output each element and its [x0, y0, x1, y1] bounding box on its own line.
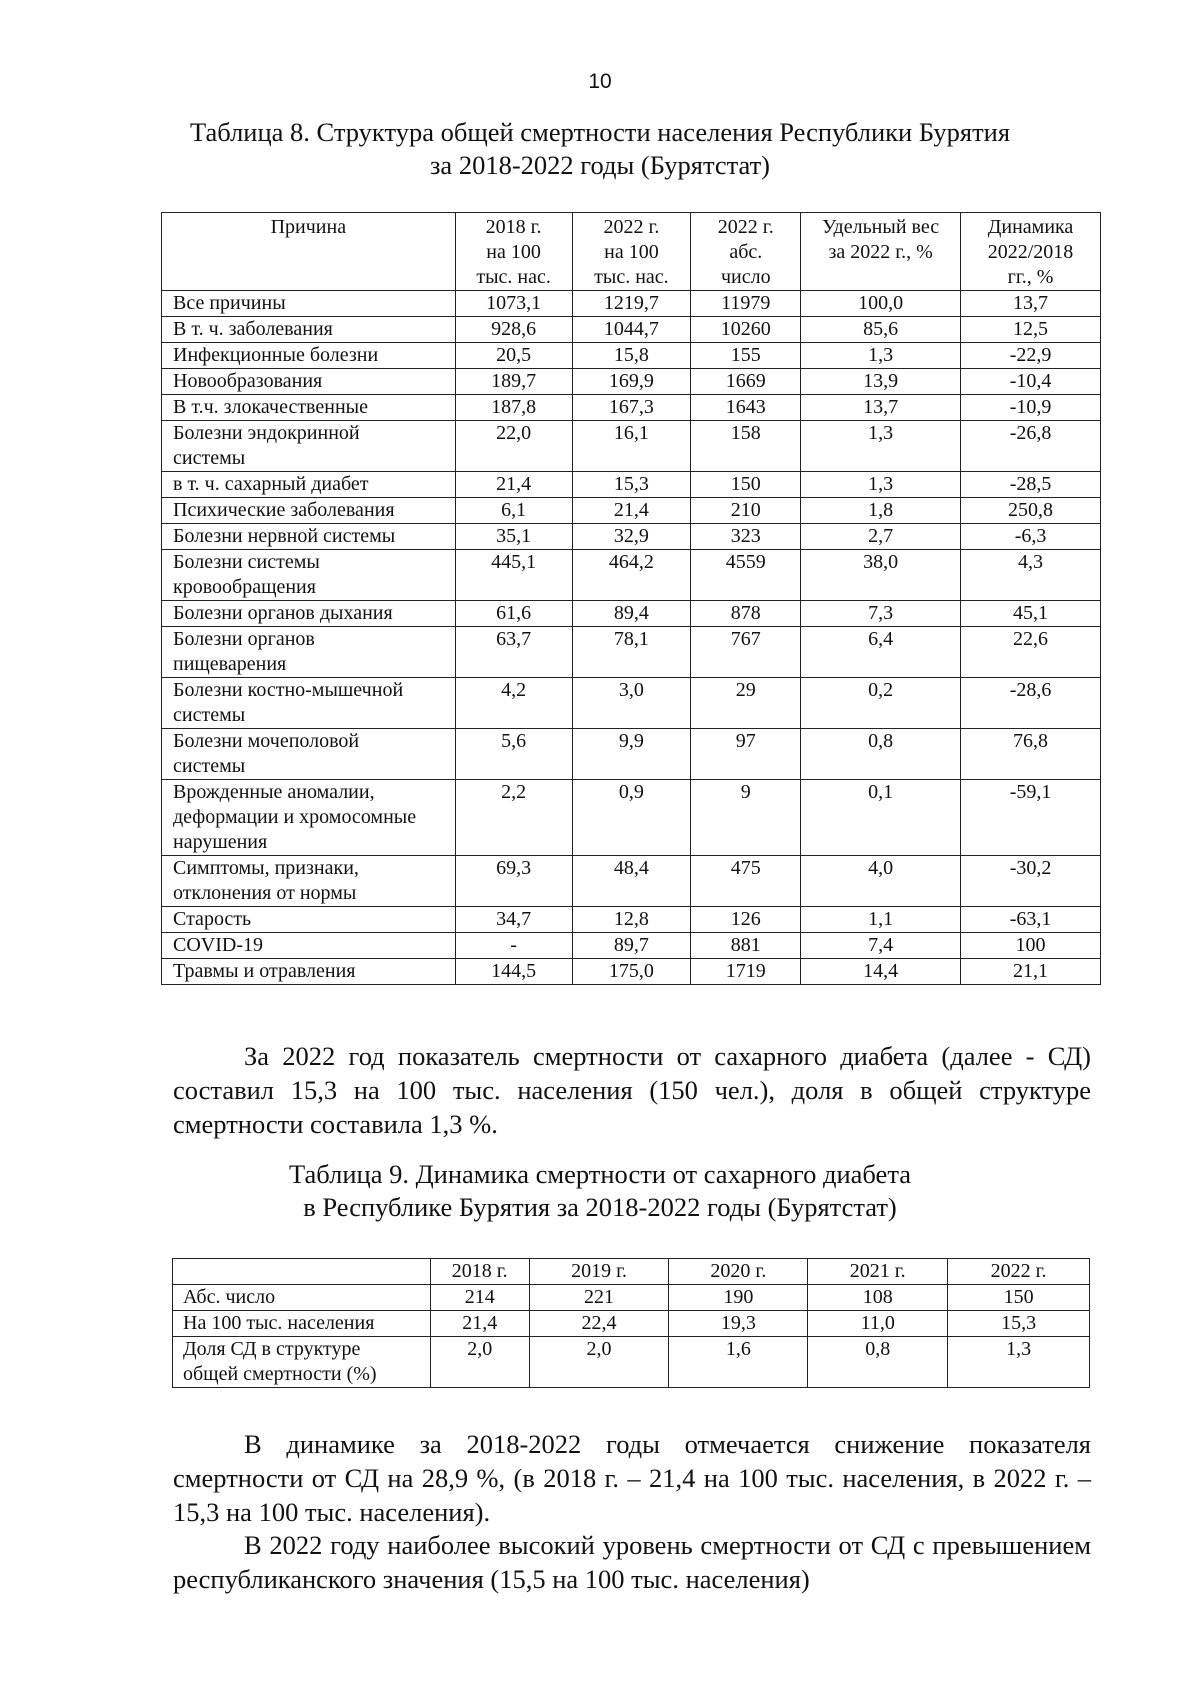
row-label: Психические заболевания [162, 498, 456, 524]
row-value: 250,8 [961, 498, 1101, 524]
row-value: 2,0 [430, 1337, 529, 1388]
row-value: 1,1 [801, 907, 961, 933]
row-value: 5,6 [455, 729, 572, 780]
table-row [162, 550, 1101, 601]
row-label: Болезни нервной системы [162, 524, 456, 550]
table9-header-2022: 2022 г. [948, 1259, 1090, 1285]
table-row [162, 395, 1101, 421]
row-value: 34,7 [455, 907, 572, 933]
row-value: 210 [691, 498, 801, 524]
row-value: 63,7 [455, 627, 572, 678]
table8-header-row [162, 213, 1101, 291]
table-row [173, 1337, 1090, 1388]
mortality-structure-table [161, 212, 1101, 985]
page-number: 10 [588, 70, 612, 93]
row-value: 6,4 [801, 627, 961, 678]
table-row [162, 369, 1101, 395]
table8-header-cause: Причина [162, 213, 456, 291]
row-value: 7,4 [801, 933, 961, 959]
table9-header-2019: 2019 г. [529, 1259, 669, 1285]
row-value: 6,1 [455, 498, 572, 524]
row-value: 150 [948, 1285, 1090, 1311]
table-row [162, 729, 1101, 780]
row-value: 144,5 [455, 959, 572, 985]
row-label: Новообразования [162, 369, 456, 395]
row-value: 21,4 [572, 498, 691, 524]
table-row [162, 856, 1101, 907]
row-value: 175,0 [572, 959, 691, 985]
row-value: 7,3 [801, 601, 961, 627]
table9-header-2021: 2021 г. [808, 1259, 948, 1285]
row-value: 89,7 [572, 933, 691, 959]
row-value: 4,2 [455, 678, 572, 729]
row-value: 155 [691, 343, 801, 369]
table-row [162, 524, 1101, 550]
row-value: 21,1 [961, 959, 1101, 985]
row-label: Старость [162, 907, 456, 933]
row-value: 1,6 [669, 1337, 808, 1388]
row-value: 4559 [691, 550, 801, 601]
row-value: 1,8 [801, 498, 961, 524]
row-value: -28,5 [961, 472, 1101, 498]
paragraph-diabetes-regions: В 2022 году наиболее высокий уровень смертности от СД с превышением республиканского значения (15,5 на 100 тыс. населения) [173, 1530, 1091, 1594]
row-value: 928,6 [455, 317, 572, 343]
row-value: 323 [691, 524, 801, 550]
diabetes-dynamics-table [172, 1258, 1090, 1388]
row-value: - [455, 933, 572, 959]
row-value: 3,0 [572, 678, 691, 729]
row-label: Травмы и отравления [162, 959, 456, 985]
row-value: -28,6 [961, 678, 1101, 729]
row-value: 29 [691, 678, 801, 729]
row-value: 32,9 [572, 524, 691, 550]
row-value: 76,8 [961, 729, 1101, 780]
row-value: 38,0 [801, 550, 961, 601]
table8-caption-line2: за 2018-2022 годы (Бурятстат) [429, 150, 771, 180]
row-label: Доля СД в структуре общей смертности (%) [173, 1337, 431, 1388]
row-value: 21,4 [455, 472, 572, 498]
table8-caption-line1: Таблица 8. Структура общей смертности населения Республики Бурятия [189, 117, 1011, 147]
row-value: 16,1 [572, 421, 691, 472]
table8-header-dynamics: Динамика 2022/2018 гг., % [961, 213, 1101, 291]
row-value: 100 [961, 933, 1101, 959]
table9-caption [0, 1158, 1200, 1224]
row-value: 89,4 [572, 601, 691, 627]
table-row [162, 472, 1101, 498]
table9-header-empty [173, 1259, 431, 1285]
row-value: 445,1 [455, 550, 572, 601]
table9-header-row [173, 1259, 1090, 1285]
row-value: 2,2 [455, 780, 572, 856]
row-value: 187,8 [455, 395, 572, 421]
row-value: 35,1 [455, 524, 572, 550]
row-label: В т.ч. злокачественные [162, 395, 456, 421]
row-value: 14,4 [801, 959, 961, 985]
table-row [162, 959, 1101, 985]
row-value: 0,9 [572, 780, 691, 856]
row-label: Врожденные аномалии, деформации и хромосомные нарушения [162, 780, 456, 856]
row-value: 214 [430, 1285, 529, 1311]
table9-header-2020: 2020 г. [669, 1259, 808, 1285]
row-value: 126 [691, 907, 801, 933]
row-value: 158 [691, 421, 801, 472]
row-value: 22,0 [455, 421, 572, 472]
row-value: 69,3 [455, 856, 572, 907]
row-value: 15,3 [572, 472, 691, 498]
row-value: 10260 [691, 317, 801, 343]
table-row [162, 291, 1101, 317]
row-value: -59,1 [961, 780, 1101, 856]
table8-caption [0, 116, 1200, 182]
row-value: 1,3 [801, 421, 961, 472]
table-row [173, 1285, 1090, 1311]
row-label: COVID-19 [162, 933, 456, 959]
row-value: 0,2 [801, 678, 961, 729]
row-label: Болезни системы кровообращения [162, 550, 456, 601]
row-value: 45,1 [961, 601, 1101, 627]
table-row [162, 498, 1101, 524]
row-value: 169,9 [572, 369, 691, 395]
row-value: 190 [669, 1285, 808, 1311]
row-label: Болезни эндокринной системы [162, 421, 456, 472]
row-value: 108 [808, 1285, 948, 1311]
table-row [162, 933, 1101, 959]
table8-header-2022-abs: 2022 г. абс. число [691, 213, 801, 291]
row-value: 20,5 [455, 343, 572, 369]
row-value: 475 [691, 856, 801, 907]
row-label: На 100 тыс. населения [173, 1311, 431, 1337]
table-row [162, 627, 1101, 678]
row-value: -22,9 [961, 343, 1101, 369]
row-value: 464,2 [572, 550, 691, 601]
table8-header-share: Удельный вес за 2022 г., % [801, 213, 961, 291]
row-label: Болезни мочеполовой системы [162, 729, 456, 780]
row-value: 2,0 [529, 1337, 669, 1388]
row-value: 11979 [691, 291, 801, 317]
row-value: 1,3 [948, 1337, 1090, 1388]
row-value: -30,2 [961, 856, 1101, 907]
row-value: 2,7 [801, 524, 961, 550]
row-value: 1073,1 [455, 291, 572, 317]
row-value: 9,9 [572, 729, 691, 780]
row-value: 97 [691, 729, 801, 780]
row-value: 100,0 [801, 291, 961, 317]
row-value: -6,3 [961, 524, 1101, 550]
table8-header-2018-rate: 2018 г. на 100 тыс. нас. [455, 213, 572, 291]
row-value: 1044,7 [572, 317, 691, 343]
row-value: 878 [691, 601, 801, 627]
row-value: 1,3 [801, 472, 961, 498]
row-value: 19,3 [669, 1311, 808, 1337]
row-value: 881 [691, 933, 801, 959]
row-value: 1,3 [801, 343, 961, 369]
row-value: 12,5 [961, 317, 1101, 343]
row-value: 15,8 [572, 343, 691, 369]
row-value: 1669 [691, 369, 801, 395]
table-row [173, 1311, 1090, 1337]
row-value: 21,4 [430, 1311, 529, 1337]
row-value: 0,8 [808, 1337, 948, 1388]
row-value: 61,6 [455, 601, 572, 627]
row-value: 1719 [691, 959, 801, 985]
row-value: 9 [691, 780, 801, 856]
row-value: 221 [529, 1285, 669, 1311]
table-row [162, 780, 1101, 856]
row-label: Болезни органов пищеварения [162, 627, 456, 678]
table-row [162, 907, 1101, 933]
row-value: 1643 [691, 395, 801, 421]
row-label: Симптомы, признаки, отклонения от нормы [162, 856, 456, 907]
row-value: 4,0 [801, 856, 961, 907]
row-label: Все причины [162, 291, 456, 317]
table-row [162, 601, 1101, 627]
row-value: 189,7 [455, 369, 572, 395]
row-label: Болезни костно-мышечной системы [162, 678, 456, 729]
row-value: 167,3 [572, 395, 691, 421]
row-value: 13,9 [801, 369, 961, 395]
row-value: 1219,7 [572, 291, 691, 317]
table-row [162, 343, 1101, 369]
row-value: -26,8 [961, 421, 1101, 472]
row-value: 13,7 [801, 395, 961, 421]
paragraph-diabetes-2022: За 2022 год показатель смертности от сахарного диабета (далее - СД) составил 15,3 на 100 тыс. населения (150 чел.), доля в общей структуре смертности составила 1,3 %. [173, 1041, 1091, 1139]
row-value: 48,4 [572, 856, 691, 907]
table9-caption-line1: Таблица 9. Динамика смертности от сахарного диабета [289, 1159, 911, 1189]
row-value: 0,1 [801, 780, 961, 856]
row-value: 4,3 [961, 550, 1101, 601]
row-value: 85,6 [801, 317, 961, 343]
table9-header-2018: 2018 г. [430, 1259, 529, 1285]
row-label: Абс. число [173, 1285, 431, 1311]
row-value: 0,8 [801, 729, 961, 780]
row-value: 11,0 [808, 1311, 948, 1337]
row-value: -10,4 [961, 369, 1101, 395]
row-label: в т. ч. сахарный диабет [162, 472, 456, 498]
row-label: Болезни органов дыхания [162, 601, 456, 627]
row-value: 78,1 [572, 627, 691, 678]
row-label: В т. ч. заболевания [162, 317, 456, 343]
row-value: 22,6 [961, 627, 1101, 678]
table8-header-2022-rate: 2022 г. на 100 тыс. нас. [572, 213, 691, 291]
table-row [162, 317, 1101, 343]
row-value: 767 [691, 627, 801, 678]
table9-caption-line2: в Республике Бурятия за 2018-2022 годы (Бурятстат) [303, 1192, 897, 1222]
paragraph-diabetes-trend: В динамике за 2018-2022 годы отмечается снижение показателя смертности от СД на 28,9 %, (в 2018 г. – 21,4 на 100 тыс. населения, в 2022 г. – 15,3 на 100 тыс. населения). [173, 1429, 1091, 1527]
row-value: -10,9 [961, 395, 1101, 421]
table-row [162, 678, 1101, 729]
row-value: 22,4 [529, 1311, 669, 1337]
row-value: 12,8 [572, 907, 691, 933]
row-value: 150 [691, 472, 801, 498]
row-value: 13,7 [961, 291, 1101, 317]
row-label: Инфекционные болезни [162, 343, 456, 369]
row-value: -63,1 [961, 907, 1101, 933]
table-row [162, 421, 1101, 472]
row-value: 15,3 [948, 1311, 1090, 1337]
